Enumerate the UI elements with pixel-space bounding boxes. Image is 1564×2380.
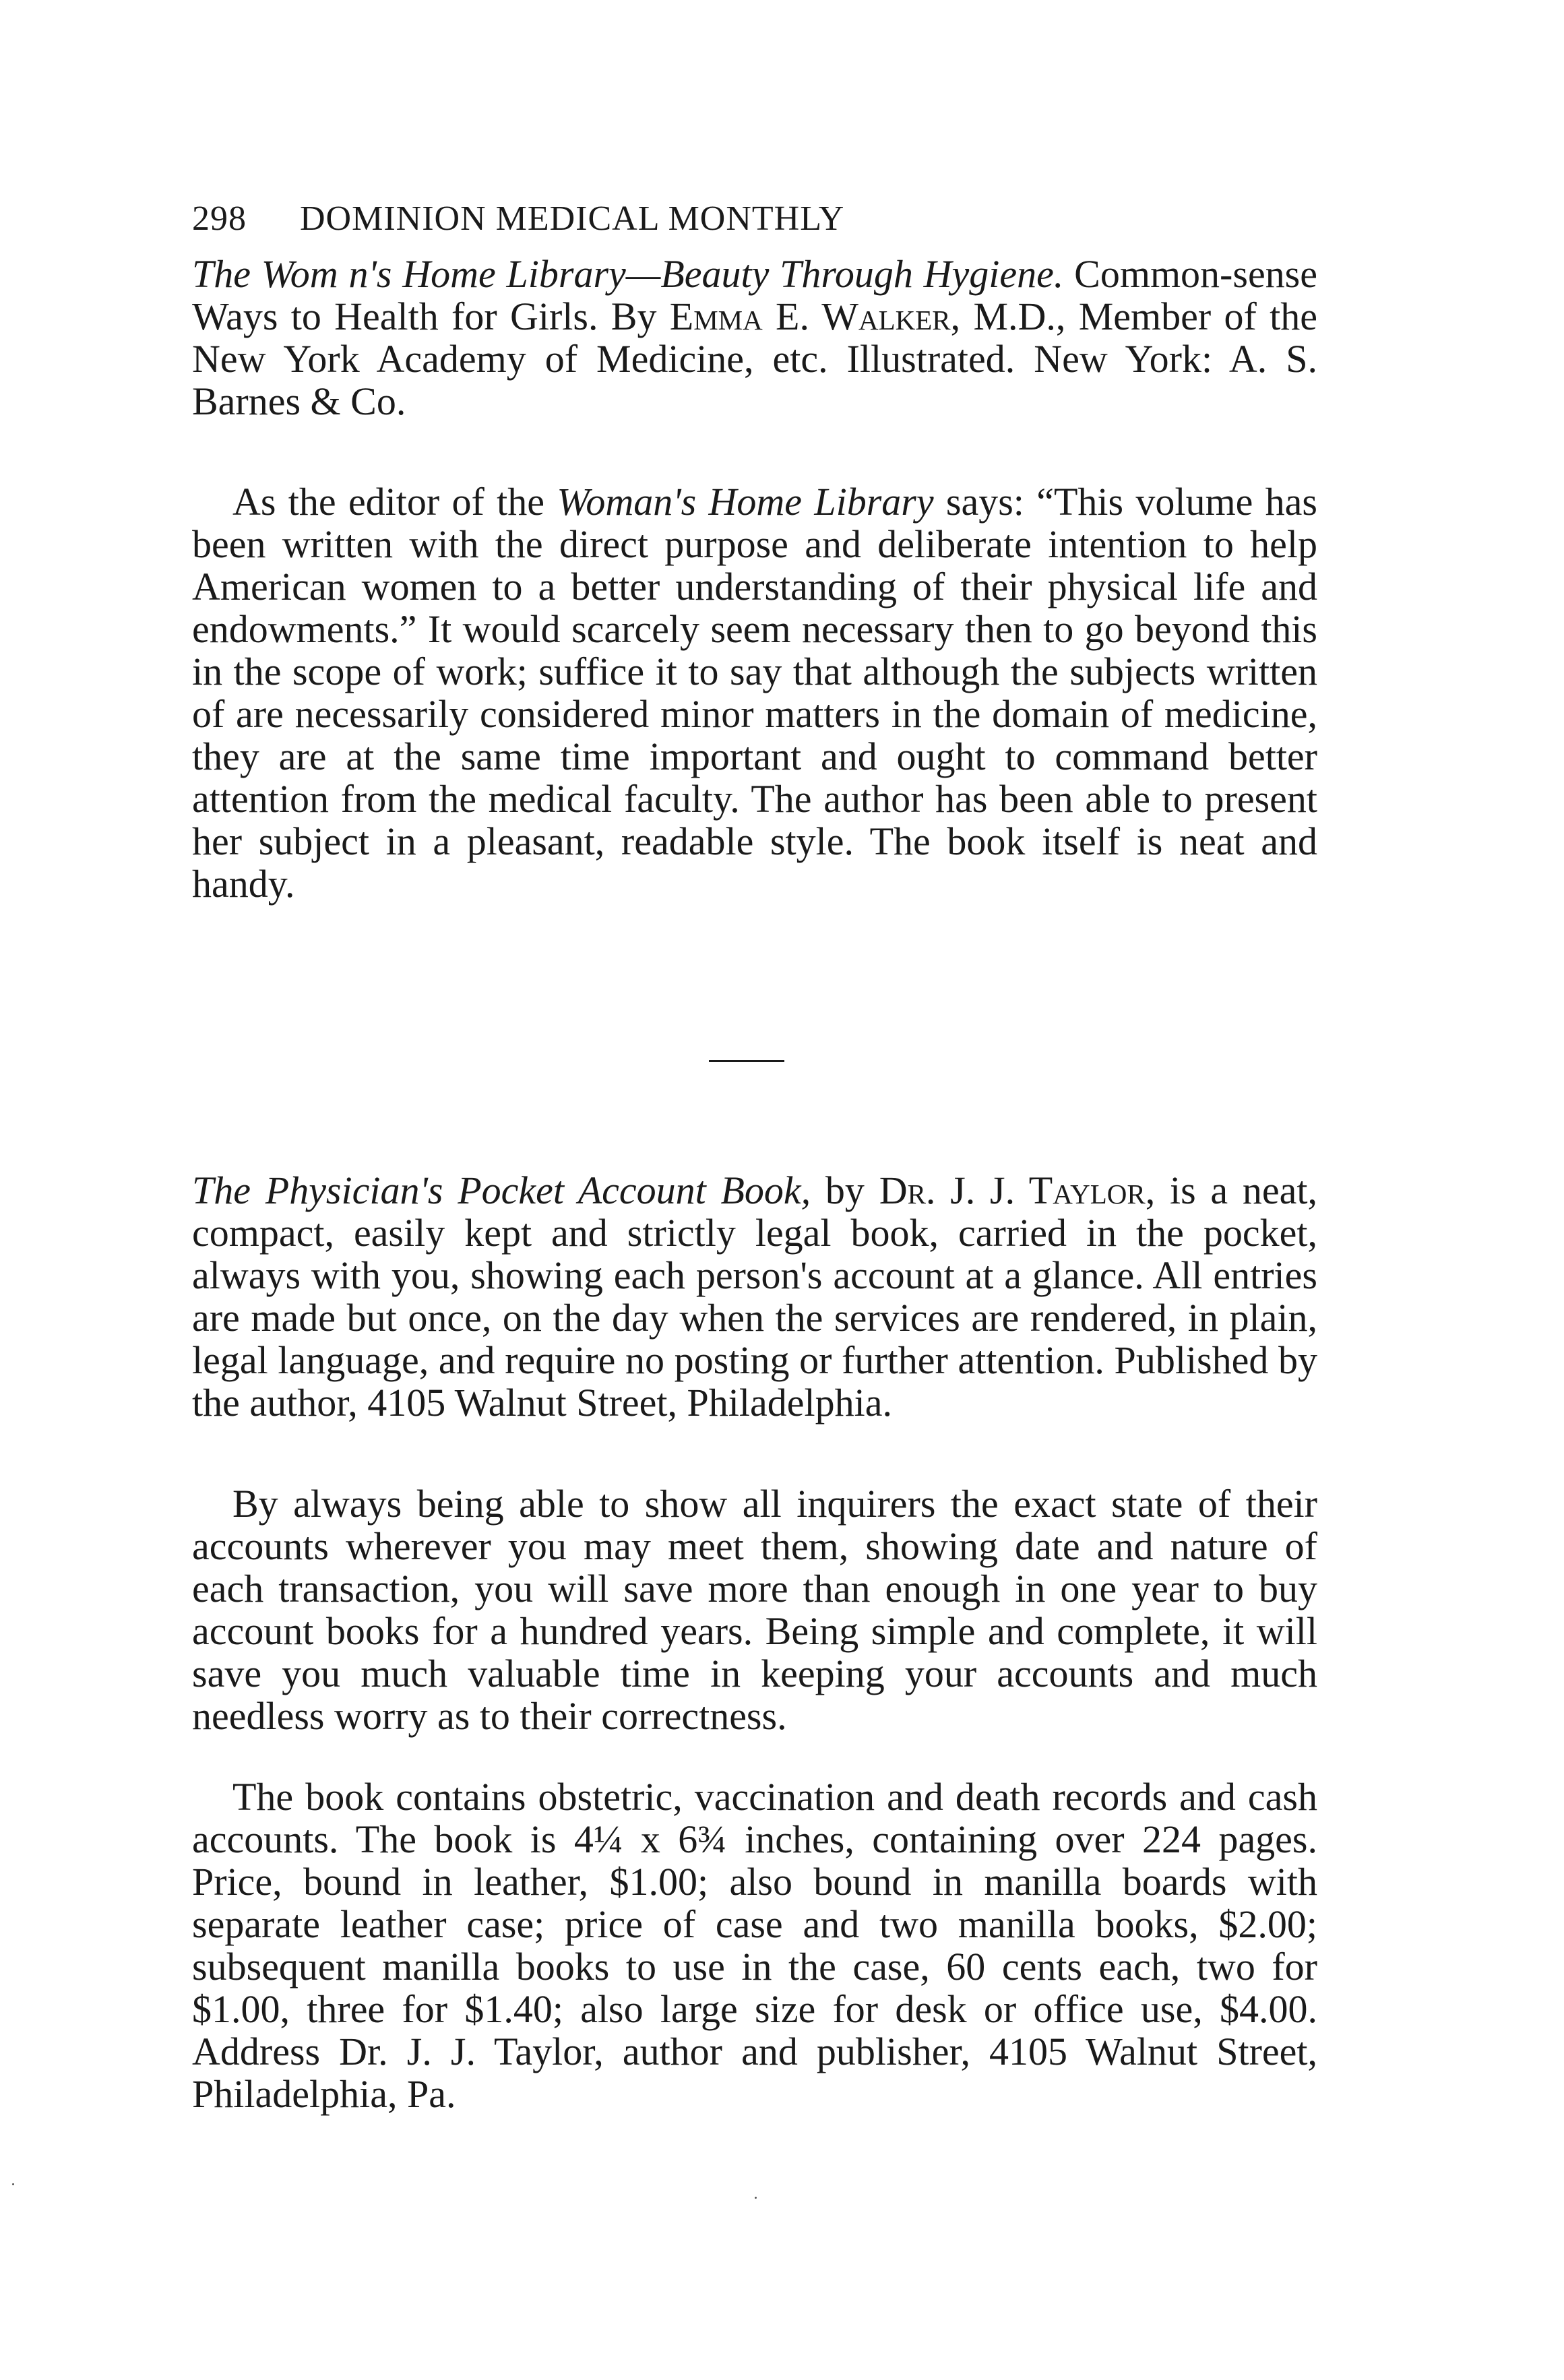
review1-publisher: , M.D., Member of the New York Academy of Medicine, etc. Illustrated. New York: A. S. Barnes & Co.: [192, 294, 1317, 423]
review1-author: Emma E. Walker: [669, 294, 951, 338]
review2-title: The Physician's Pocket Account Book,: [192, 1168, 811, 1212]
review2-by: by: [811, 1168, 879, 1212]
review2-paragraph-2: [192, 1776, 1317, 2115]
review2-paragraph-1-text: By always being able to show all inquirers the exact state of their accounts wherever you may meet them, showing date and nature of each transaction, you will save more than enough in one year to buy account books for a hundred years. Being simple and complete, it will save you much valuable time in keeping your accounts and much needless worry as to their correctness.: [192, 1482, 1317, 1738]
review2-citation-body: , is a neat, compact, easily kept and strictly legal book, carried in the pocket, always with you, showing each person's account at a glance. All entries are made but once, on the day when the services are rendered, in plain, legal language, and require no posting or further attention. Published by the author, 4105 Walnut Street, Philadelphia.: [192, 1168, 1318, 1424]
review1-title: The Wom n's Home Library—Beauty Through Hygiene.: [192, 252, 1064, 296]
review1-citation: [192, 253, 1317, 422]
paper-speck: [12, 2183, 14, 2185]
review1-subtitle: Common-sense Ways to Health for Girls. By: [192, 252, 1317, 338]
review1-series-title: Woman's Home Library: [557, 480, 934, 524]
page-number: 298: [192, 199, 247, 238]
running-title: DOMINION MEDICAL MONTHLY: [300, 199, 845, 238]
review1-paragraph: [192, 480, 1317, 905]
review2-citation: [192, 1169, 1317, 1424]
review1-lead: As the editor of the: [232, 480, 557, 524]
section-divider: [709, 1060, 784, 1062]
review2-paragraph-2-text: The book contains obstetric, vaccination and death records and cash accounts. The book is 4¼ x 6¾ inches, containing over 224 pages. Price, bound in leather, $1.00; also bound in manilla boards with separate leather case; price of case and two manilla books, $2.00; subsequent manilla books to use in the case, 60 cents each, two for $1.00, three for $1.40; also large size for desk or office use, $4.00. Address Dr. J. J. Taylor, author and publisher, 4105 Walnut Street, Philadelphia, Pa.: [192, 1775, 1317, 2116]
review2-paragraph-1: [192, 1482, 1317, 1737]
review1-body: says: “This volume has been written with the direct purpose and deliberate intention to help American women to a better understanding of their physical life and endowments.” It would scarcely seem necessary then to go beyond this in the scope of work; suffice it to say that although the subjects written of are necessarily considered minor matters in the domain of medicine, they are at the same time important and ought to command better attention from the medical faculty. The author has been able to present her subject in a pleasant, readable style. The book itself is neat and handy.: [192, 480, 1317, 906]
running-header: [192, 199, 1338, 239]
review2-author: Dr. J. J. Taylor: [879, 1168, 1146, 1212]
paper-speck: [755, 2197, 757, 2199]
